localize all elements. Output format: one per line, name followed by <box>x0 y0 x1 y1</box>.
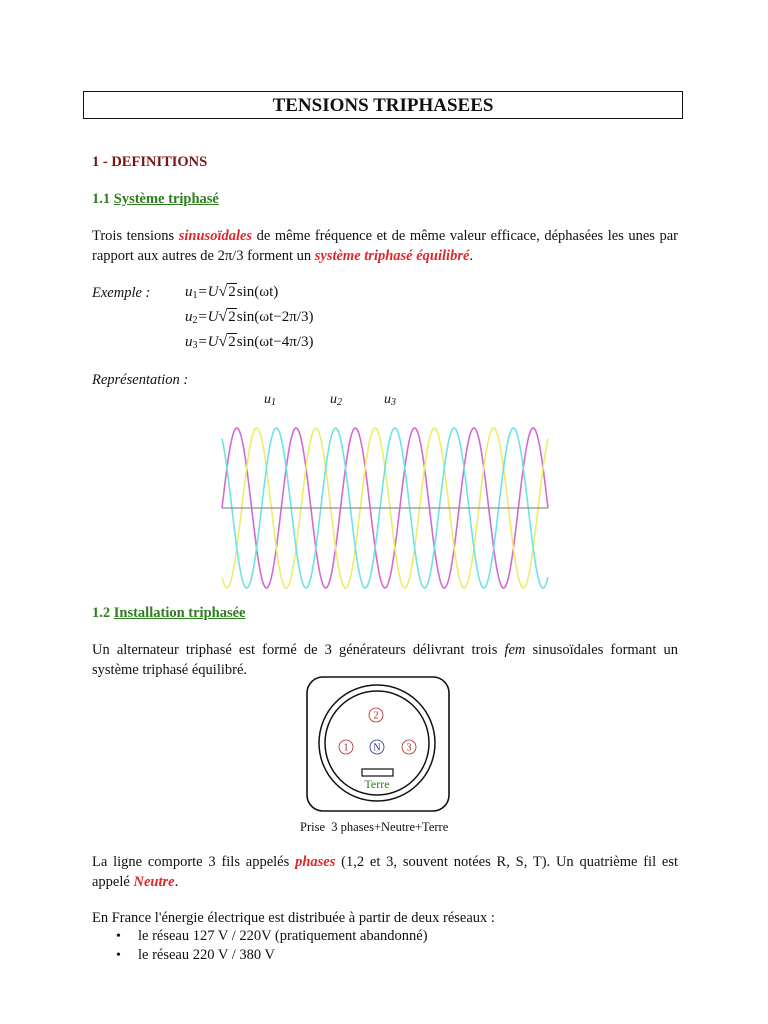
three-phase-chart <box>220 422 550 594</box>
eq-root: 2 <box>228 309 236 325</box>
network-list <box>92 927 678 965</box>
list-item: • le réseau 127 V / 220V (pratiquement abandonné) <box>92 927 678 946</box>
eq-text: =U <box>197 309 219 325</box>
earth-slot <box>362 769 393 776</box>
paragraph-definition <box>92 226 678 266</box>
emphasis-sinusoidales: sinusoïdales <box>178 228 253 244</box>
eq-text: =U <box>197 284 219 300</box>
pin-1-label: 1 <box>343 742 349 754</box>
paragraph-reseaux: En France l'énergie électrique est distribuée à partir de deux réseaux : <box>92 910 495 926</box>
sqrt-icon: √ <box>218 283 228 300</box>
pin-3-label: 3 <box>406 742 412 754</box>
legend-index: 3 <box>391 397 396 408</box>
subsection-title: Système triphasé <box>113 191 219 207</box>
text-run: de même fréquence et de même valeur efficace, déphasées les unes par rapport aux autres de 2π/3 forment un <box>92 228 679 264</box>
text-run: . <box>469 248 474 264</box>
text-run: La ligne comporte 3 fils appelés <box>92 854 290 870</box>
subsection-heading-1-1 <box>92 191 219 208</box>
pin-2-label: 2 <box>373 710 379 722</box>
paragraph-alternateur <box>92 640 678 680</box>
subsection-heading-1-2 <box>92 605 245 622</box>
page-title: TENSIONS TRIPHASEES <box>83 91 683 119</box>
emphasis-phases: phases <box>295 854 336 870</box>
subsection-number: 1.1 <box>92 191 111 207</box>
eq-text: =U <box>197 334 219 350</box>
emphasis-systeme-equilibre: système triphasé équilibré <box>314 248 470 264</box>
subsection-number: 1.2 <box>92 605 111 621</box>
eq-index: 1 <box>192 290 198 301</box>
eq-var: u <box>185 309 193 325</box>
subsection-title: Installation triphasée <box>113 605 246 621</box>
sqrt-icon: √ <box>218 308 228 325</box>
equation-u1 <box>185 283 278 301</box>
emphasis-neutre: Neutre <box>133 874 175 890</box>
eq-text: sin(ωt−2π/3) <box>236 309 314 325</box>
equation-u2 <box>185 308 314 326</box>
eq-root: 2 <box>228 284 236 300</box>
eq-index: 3 <box>192 340 198 351</box>
eq-text: sin(ωt−4π/3) <box>236 334 314 350</box>
eq-var: u <box>185 284 193 300</box>
list-item: • le réseau 220 V / 380 V <box>92 946 678 965</box>
earth-label: Terre <box>364 777 390 791</box>
emphasis-fem: fem <box>504 642 526 658</box>
equation-u3 <box>185 333 314 351</box>
legend-u3 <box>384 392 396 408</box>
sqrt-icon: √ <box>218 333 228 350</box>
example-label: Exemple : <box>92 285 151 301</box>
eq-index: 2 <box>192 315 198 326</box>
eq-root: 2 <box>228 334 236 350</box>
text-run: . <box>174 874 179 890</box>
legend-index: 1 <box>271 397 276 408</box>
legend-var: u <box>264 392 271 407</box>
legend-index: 2 <box>337 397 342 408</box>
legend-u2 <box>330 392 342 408</box>
text-run: sinusoïdales formant un système triphasé équilibré. <box>92 642 678 678</box>
socket-caption: Prise 3 phases+Neutre+Terre <box>300 820 449 834</box>
text-run: (1,2 et 3, souvent notées R, S, T). Un quatrième fil est appelé <box>92 854 679 890</box>
pin-neutral-label: N <box>373 742 381 754</box>
section-heading-definitions: 1 - DEFINITIONS <box>92 154 208 170</box>
legend-var: u <box>384 392 391 407</box>
eq-var: u <box>185 334 193 350</box>
paragraph-phases <box>92 852 678 892</box>
text-run: Un alternateur triphasé est formé de 3 générateurs délivrant trois <box>92 642 498 658</box>
socket-diagram <box>306 676 450 812</box>
eq-text: sin(ωt) <box>236 284 279 300</box>
representation-label: Représentation : <box>92 372 189 388</box>
legend-u1 <box>264 392 276 408</box>
text-run: Trois tensions <box>92 228 175 244</box>
legend-var: u <box>330 392 337 407</box>
